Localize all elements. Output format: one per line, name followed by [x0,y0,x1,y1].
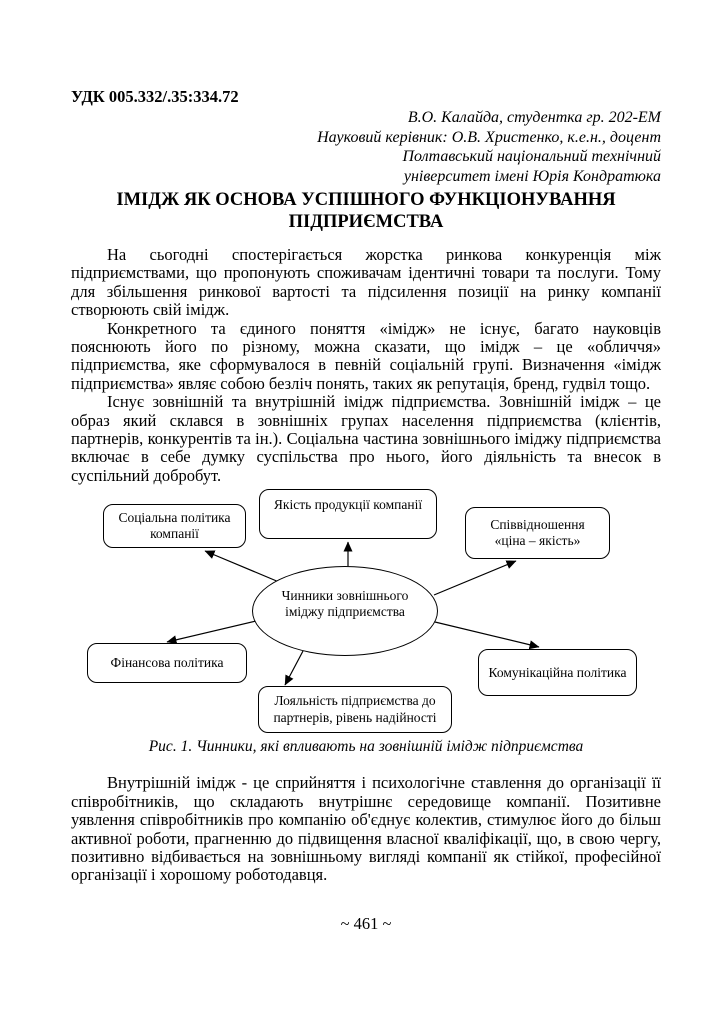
affiliation-line-2: університет імені Юрія Кондратюка [403,167,661,185]
paragraph-1: На сьогодні спостерігається жорстка ринкова конкуренція між підприємствами, що пропонують споживачам ідентичні товари та послуги. Тому для збільшення ринкової вартості та підсилення позиції на ринку компанії створюють свій імідж. [71,245,661,320]
udc-code: УДК 005.332/.35:334.72 [71,87,239,106]
supervisor-line: Науковий керівник: О.В. Христенко, к.е.н., доцент [317,128,661,146]
diagram-box-product-quality: Якість продукції компанії [259,489,437,539]
affiliation-line-1: Полтавський національний технічний [402,148,661,165]
diagram-box-partner-loyalty: Лояльність підприємства до партнерів, рівень надійності [258,686,452,733]
figure-caption: Рис. 1. Чинники, які впливають на зовнішній імідж підприємства [148,738,584,756]
author-line: В.О. Калайда, студентка гр. 202-ЕМ [407,109,661,126]
diagram-box-price-quality: Співвідношення «ціна – якість» [465,507,610,559]
diagram-center-label: Чинники зовнішнього іміджу підприємства [281,587,409,620]
page-number: ~ 461 ~ [340,913,392,933]
paper-title: ІМІДЖ ЯК ОСНОВА УСПІШНОГО ФУНКЦІОНУВАННЯ ПІДПРИЄМСТВА [116,190,616,232]
diagram-box-communication-policy: Комунікаційна політика [478,649,637,696]
paragraph-2: Конкретного та єдиного поняття «імідж» не існує, багато науковців пояснюють його по різному, можна сказати, що імідж – це «обличчя» підприємства, яке сформувалося в певній соціальній групі. Визначення «імідж підприємства» являє собою безліч понять, таких як репутація, бренд, гудвіл тощо. [71,318,661,393]
diagram-ellipse-center [252,566,438,656]
paragraph-3: Існує зовнішній та внутрішній імідж підприємства. Зовнішній імідж – це образ який склався в зовнішніх групах населення підприємства (клієнтів, партнерів, конкурентів та ін.). Соціальна частина зовнішнього іміджу підприємства включає в себе думку суспільства про нього, його діяльність та внесок в суспільний добробут. [71,392,661,485]
figure-diagram [71,487,661,759]
diagram-box-social-policy: Соціальна політика компанії [103,504,246,548]
diagram-box-financial-policy: Фінансова політика [87,643,247,683]
paragraph-4: Внутрішній імідж - це сприйняття і психологічне ставлення до організації її співробітників, що складають внутрішнє середовище компанії. Позитивне уявлення співробітників про компанію об'єднує колектив, стимулює його до більш активної роботи, прагненню до підвищення власної кваліфікації, що, в свою чергу, позитивно відбивається на зовнішньому вигляді компанії як стійкої, професійної організації і хорошому роботодавця. [71,773,661,885]
author-block [71,108,661,186]
